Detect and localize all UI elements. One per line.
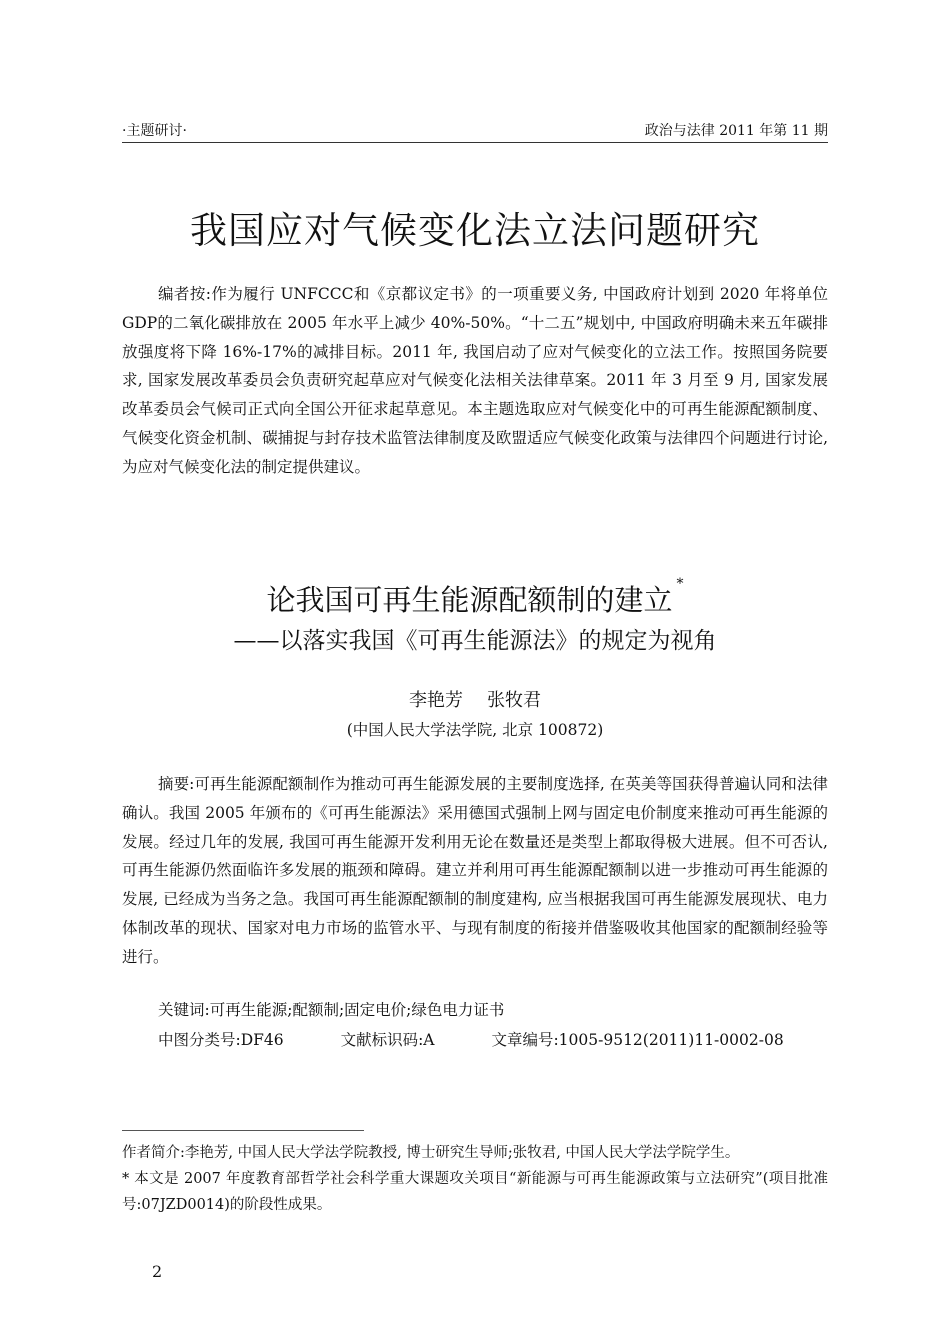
article-subtitle: ——以落实我国《可再生能源法》的规定为视角 (233, 628, 717, 654)
abstract: 摘要:可再生能源配额制作为推动可再生能源发展的主要制度选择, 在英美等国获得普遍认同和法律确认。我国 2005 年颁布的《可再生能源法》采用德国式强制上网与固定电价制度来推动可再生能源的发展。经过几年的发展, 我国可再生能源开发利用无论在数量还是类型上都取得极大进展。但不可否认, 可再生能源仍然面临许多发展的瓶颈和障碍。建立并利用可再生能源配额制以进一步推动可再生能源的发展, 已经成为当务之急。我国可再生能源配额制的制度建构, 应当根据我国可再生能源发展现状、电力体制改革的现状、国家对电力市场的监管水平、与现有制度的衔接并借鉴吸收其他国家的配额制经验等进行。 (122, 775, 828, 966)
journal-issue: 政治与法律 2011 年第 11 期 (644, 123, 828, 139)
affiliation: (中国人民大学法学院, 北京 100872) (346, 721, 604, 739)
author-name: 李艳芳 (409, 690, 463, 711)
class-number: 中图分类号:DF46 (158, 1031, 284, 1049)
funding-footnote: * 本文是 2007 年度教育部哲学社会科学重大课题攻关项目“新能源与可再生能源政策与立法研究”(项目批准号:07JZD0014)的阶段性成果。 (122, 1171, 828, 1213)
classification-line (158, 1028, 838, 1050)
article-number: 文章编号:1005-9512(2011)11-0002-08 (491, 1031, 784, 1049)
editor-note: 编者按:作为履行 UNFCCC和《京都议定书》的一项重要义务, 中国政府计划到 2020 年将单位 GDP的二氧化碳排放在 2005 年水平上减少 40%-50%。“十二五”规划中, 中国政府明确未来五年碳排放强度将下降 16%-17%的减排目标。2011 年, 我国启动了应对气候变化的立法工作。按照国务院要求, 国家发展改革委员会负责研究起草应对气候变化法相关法律草案。2011 年 3 月至 9 月, 国家发展改革委员会气候司正式向全国公开征求起草意见。本主题选取应对气候变化中的可再生能源配额制度、气候变化资金机制、碳捕捉与封存技术监管法律制度及欧盟适应气候变化政策与法律四个问题进行讨论, 为应对气候变化法的制定提供建议。 (122, 285, 828, 476)
main-title: 我国应对气候变化法立法问题研究 (190, 209, 760, 252)
article-title (0, 578, 950, 619)
title-footnote-mark: * (676, 576, 684, 592)
page-number: 2 (152, 1262, 163, 1281)
authors (0, 686, 950, 712)
keywords: 关键词:可再生能源;配额制;固定电价;绿色电力证书 (158, 1001, 505, 1019)
author-name: 张牧君 (487, 690, 541, 711)
author-intro-footnote: 作者简介:李艳芳, 中国人民大学法学院教授, 博士研究生导师;张牧君, 中国人民大学法学院学生。 (122, 1145, 740, 1161)
document-code: 文献标识码:A (340, 1031, 435, 1049)
section-label: ·主题研讨· (122, 123, 187, 139)
article-title-text: 论我国可再生能源配额制的建立 (266, 583, 673, 617)
footnotes (122, 1140, 828, 1218)
footnote-divider (122, 1130, 364, 1131)
running-header (122, 120, 828, 143)
